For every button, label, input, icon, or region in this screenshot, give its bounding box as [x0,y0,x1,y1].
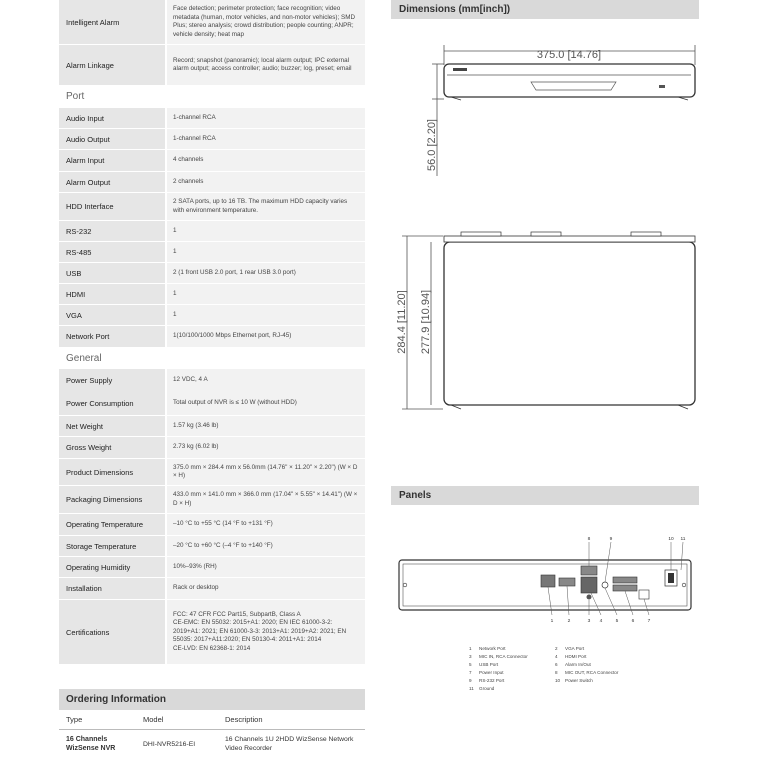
spec-row-operating-humidity [59,557,365,578]
spec-label: VGA [59,305,165,325]
legend-number: 11 [469,686,474,691]
spec-row-vga [59,305,365,326]
legend-number: 8 [555,670,558,675]
legend-number: 10 [555,678,561,683]
legend-text: VGA Port [565,646,585,651]
callout-10: 10 [668,537,674,542]
spec-value: 1-channel RCA [167,108,365,128]
spec-label: Operating Humidity [59,557,165,577]
legend-text: Ground [479,686,495,691]
spec-label: USB [59,263,165,283]
spec-row-alarm-input [59,150,365,172]
nvr-front-view [444,64,695,97]
ordering-col-model: Model [143,715,164,724]
alarm-terminal-top [613,577,637,583]
spec-row-packaging-dimensions [59,486,365,514]
legend-text: Alarm In/Out [565,662,591,667]
spec-row-operating-temperature [59,514,365,536]
ordering-col-type: Type [66,715,83,724]
legend-number: 5 [469,662,472,667]
spec-value: Record; snapshot (panoramic); local alarm output; IPC external alarm output; access controller; audio; buzzer; log, preset; email [167,45,365,85]
spec-row-hdd-interface [59,193,365,221]
spec-label: Packaging Dimensions [59,486,165,513]
spec-label: Net Weight [59,416,165,436]
spec-value: 1(10/100/1000 Mbps Ethernet port, RJ-45) [167,326,365,347]
dimensions-title: Dimensions (mm[inch]) [391,0,699,19]
spec-row-gross-weight [59,437,365,459]
legend-number: 4 [555,654,558,659]
spec-label: Alarm Linkage [59,45,165,85]
callout-11: 11 [680,537,686,542]
spec-row-network-port [59,326,365,348]
dimensions-drawing [391,20,699,420]
spec-value: 1.57 kg (3.46 lb) [167,416,365,436]
rs232-port [581,566,597,575]
callout-9: 9 [609,537,613,542]
spec-value: 2 (1 front USB 2.0 port, 1 rear USB 3.0 port) [167,263,365,283]
spec-row-net-weight [59,416,365,437]
spec-value: 2 channels [167,172,365,192]
spec-value: Face detection; perimeter protection; face recognition; video metadata (human, motor vehicles, and non-motor vehicles); SMD Plus; stereo analysis; crowd distribution; people counting; ANPR; vehicle density; heat map [167,0,365,44]
legend-text: Network Port [479,646,506,651]
legend-number: 1 [469,646,472,651]
legend-number: 7 [469,670,472,675]
spec-row-usb [59,263,365,284]
legend-number: 2 [555,646,558,651]
callout-2: 2 [567,619,571,624]
mic-in-connector [587,595,592,600]
spec-value: 1 [167,221,365,241]
spec-label: Network Port [59,326,165,347]
spec-label: HDD Interface [59,193,165,220]
spec-label: Power Supply [59,369,165,391]
power-input [639,590,649,599]
legend-text: RS-232 Port [479,678,505,683]
legend-text: MIC IN, RCA Connector [479,654,528,659]
depth-dimension-label: 284.4 [11.20] [396,290,408,354]
callout-5: 5 [615,619,619,624]
spec-row-certifications [59,600,365,665]
spec-value: 4 channels [167,150,365,171]
spec-label: Power Consumption [59,391,165,415]
spec-label: Installation [59,578,165,599]
spec-value: 375.0 mm × 284.4 mm x 56.0mm (14.76" × 11.20" × 2.20") (W × D × H) [167,459,365,485]
spec-value: –20 °C to +60 °C (–4 °F to +140 °F) [167,536,365,556]
panels-title: Panels [391,486,699,505]
legend-text: HDMI Port [565,654,587,659]
depth-inner-dimension-label: 277.9 [10.94] [420,289,432,355]
width-dimension-label: 375.0 [14.76] [536,49,602,61]
spec-label: Operating Temperature [59,514,165,535]
callout-3: 3 [587,619,591,624]
spec-value: 12 VDC, 4 A [167,369,365,391]
spec-value: 1-channel RCA [167,129,365,149]
spec-label: Alarm Input [59,150,165,171]
section-heading-general: General [66,352,102,364]
spec-row-audio-output [59,129,365,150]
panel-legend [469,646,619,691]
spec-label: Alarm Output [59,172,165,192]
callout-4: 4 [599,619,603,624]
spec-label: Audio Input [59,108,165,128]
spec-row-installation [59,578,365,600]
spec-row-hdmi [59,284,365,305]
height-dimension-label: 56.0 [2.20] [426,119,438,171]
callout-6: 6 [631,619,635,624]
spec-row-product-dimensions [59,459,365,486]
legend-text: MIC OUT, RCA Connector [565,670,619,675]
rear-panel-drawing [391,530,699,700]
spec-label: Audio Output [59,129,165,149]
ordering-type: 16 Channels WizSense NVR [66,736,116,753]
callout-7: 7 [647,619,651,624]
legend-text: Power Input [479,670,504,675]
spec-label: Gross Weight [59,437,165,458]
legend-number: 6 [555,662,558,667]
spec-row-power-supply [59,369,365,392]
callout-1: 1 [550,619,554,624]
legend-number: 9 [469,678,472,683]
section-heading-port: Port [66,91,85,102]
spec-label: Storage Temperature [59,536,165,556]
legend-text: Power Switch [565,678,593,683]
network-port [541,575,555,587]
spec-label: Certifications [59,600,165,664]
spec-label: HDMI [59,284,165,304]
spec-value: Rack or desktop [167,578,365,599]
front-logo [453,68,467,71]
alarm-terminal-bottom [613,585,637,591]
spec-value: 2 SATA ports, up to 16 TB. The maximum HDD capacity varies with environment temperature. [167,193,365,220]
spec-label: RS-232 [59,221,165,241]
spec-row-alarm-output [59,172,365,193]
legend-text: USB Port [479,662,499,667]
spec-row-intelligent-alarm [59,0,365,45]
spec-value: 433.0 mm × 141.0 mm × 366.0 mm (17.04" × 5.55" × 14.41") (W × D × H) [167,486,365,513]
callout-8: 8 [587,537,591,542]
spec-value: 2.73 kg (6.02 lb) [167,437,365,458]
legend-number: 3 [469,654,472,659]
spec-label: Intelligent Alarm [59,0,165,44]
nvr-top-view [444,242,695,405]
spec-row-alarm-linkage [59,45,365,86]
spec-value: 10%–93% (RH) [167,557,365,577]
spec-value: FCC: 47 CFR FCC Part15, SubpartB, Class A CE-EMC: EN 55032: 2015+A1: 2020; EN IEC 61000-3-2: 2019+A1: 2021; EN 61000-3-3: 2013+A1: 2019+A2: 2021; EN 55035: 2017+A11:2020; EN 50130-4: 2011+A1: 2014 CE-LVD: EN 62368-1: 2014 [167,600,365,664]
ordering-divider [59,729,365,730]
ordering-title: Ordering Information [59,689,365,710]
spec-value: –10 °C to +55 °C (14 °F to +131 °F) [167,514,365,535]
spec-value: 1 [167,284,365,304]
spec-row-power-consumption [59,391,365,416]
spec-row-rs-232 [59,221,365,242]
spec-row-rs-485 [59,242,365,263]
spec-label: RS-485 [59,242,165,262]
spec-row-storage-temperature [59,536,365,557]
ordering-col-description: Description [225,715,263,724]
vga-port [559,578,575,586]
spec-label: Product Dimensions [59,459,165,485]
hdmi-usb-block [581,577,597,593]
spec-value: 1 [167,242,365,262]
spec-row-audio-input [59,108,365,129]
spec-value: Total output of NVR is ≤ 10 W (without HDD) [167,391,365,415]
ordering-description: 16 Channels 1U 2HDD WizSense Network Video Recorder [225,736,354,753]
spec-value: 1 [167,305,365,325]
ordering-model: DHI-NVR5216-EI [143,741,196,748]
